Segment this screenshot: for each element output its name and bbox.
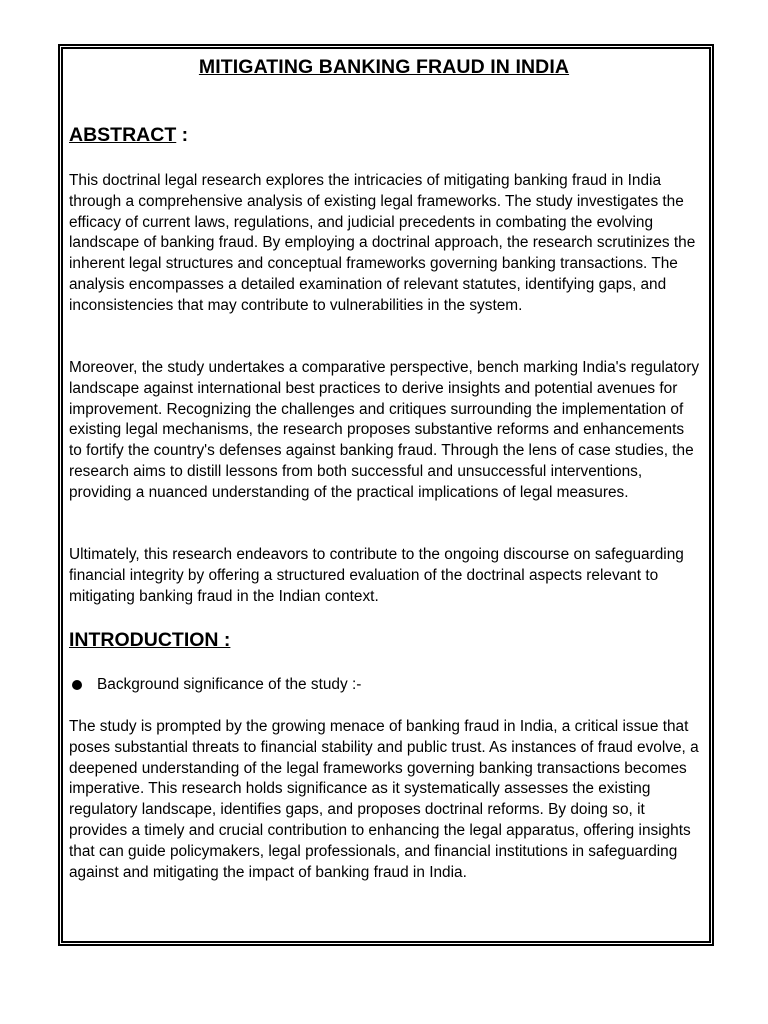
bullet-item xyxy=(69,675,361,696)
document-title: MITIGATING BANKING FRAUD IN INDIA xyxy=(198,56,570,78)
abstract-paragraph-1: This doctrinal legal research explores the intricacies of mitigating banking fraud in India through a comprehensive analysis of existing legal frameworks. The study investigates the efficacy of current laws, regulations, and judicial precedents in combating the evolving landscape of banking fraud. By employing a doctrinal approach, the research scrutinizes the inherent legal structures and conceptual frameworks governing banking transactions. The analysis encompasses a detailed examination of relevant statutes, identifying gaps, and inconsistencies that may contribute to vulnerabilities in the system. xyxy=(69,172,696,314)
abstract-heading-label: ABSTRACT xyxy=(69,124,177,146)
introduction-heading xyxy=(69,629,230,652)
abstract-heading-colon: : xyxy=(176,124,189,146)
introduction-heading-label: INTRODUCTION : xyxy=(69,629,231,651)
bullet-icon xyxy=(72,680,82,690)
introduction-paragraph: The study is prompted by the growing menace of banking fraud in India, a critical issue that poses substantial threats to financial stability and public trust. As instances of fraud evolve, a deepened understanding of the legal frameworks governing banking transactions becomes imperative. This research holds significance as it systematically assesses the existing regulatory landscape, identifies gaps, and proposes doctrinal reforms. By doing so, it provides a timely and crucial contribution to enhancing the legal apparatus, offering insights that can guide policymakers, legal professionals, and financial institutions in safeguarding against and mitigating the impact of banking fraud in India. xyxy=(69,718,699,881)
abstract-paragraph-2: Moreover, the study undertakes a comparative perspective, bench marking India's regulatory landscape against international best practices to derive insights and potential avenues for improvement. Recognizing the challenges and critiques surrounding the implementation of existing legal mechanisms, the research proposes substantive reforms and enhancements to fortify the country's defenses against banking fraud. Through the lens of case studies, the research aims to distill lessons from both successful and unsuccessful interventions, providing a nuanced understanding of the practical implications of legal measures. xyxy=(69,359,700,501)
document-page xyxy=(69,54,699,934)
abstract-heading xyxy=(69,124,188,147)
bullet-text: Background significance of the study :- xyxy=(97,676,362,693)
abstract-paragraph-3: Ultimately, this research endeavors to contribute to the ongoing discourse on safeguarding financial integrity by offering a structured evaluation of the doctrinal aspects relevant to mitigating banking fraud in the Indian context. xyxy=(69,546,684,605)
